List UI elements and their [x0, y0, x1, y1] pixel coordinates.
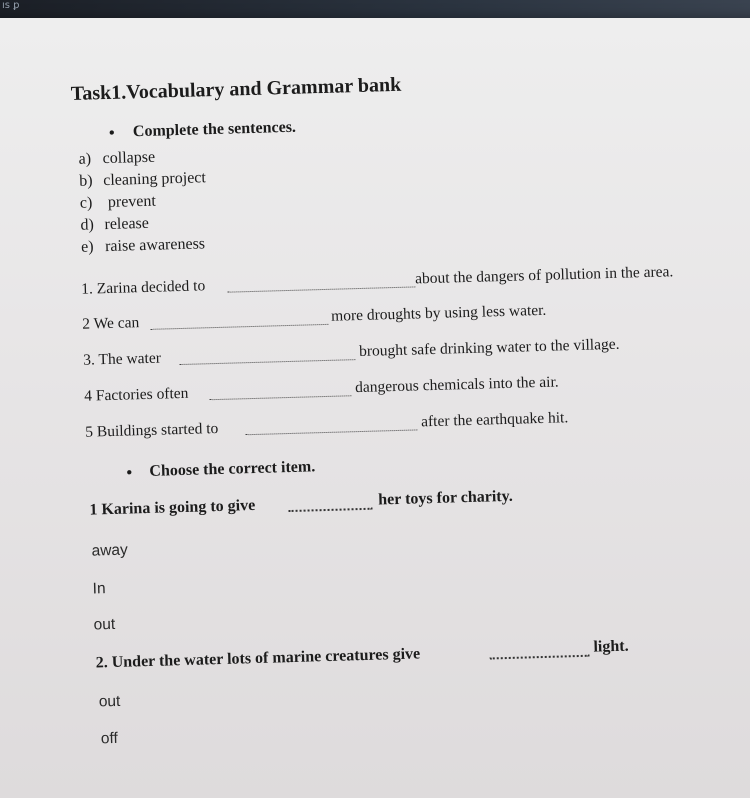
answer-blank[interactable]: [289, 508, 373, 512]
sentence-start: 2 We can: [82, 314, 140, 333]
sentence-start: 1. Zarina decided to: [81, 277, 206, 298]
question-end: her toys for charity.: [378, 487, 513, 509]
choice-option[interactable]: In: [92, 580, 106, 598]
question-start: 1 Karina is going to give: [89, 496, 256, 519]
option-text: prevent: [107, 192, 157, 211]
question-start: 2. Under the water lots of marine creatures give: [95, 645, 421, 672]
sentence-start: 4 Factories often: [84, 384, 189, 405]
option-letter: e): [80, 238, 94, 256]
sentence-end: dangerous chemicals into the air.: [354, 373, 559, 397]
choice-option[interactable]: off: [100, 729, 119, 748]
option-text: raise awareness: [104, 235, 206, 256]
choice-option[interactable]: out: [98, 692, 121, 711]
screen-edge-text: ıs ꝑ: [2, 0, 20, 11]
option-item: [79, 169, 206, 191]
answer-blank[interactable]: [490, 655, 590, 660]
option-text: release: [104, 214, 150, 234]
bullet-icon: •: [126, 464, 133, 482]
choice-option[interactable]: away: [91, 541, 129, 560]
option-text: cleaning project: [103, 169, 207, 190]
option-item: [78, 149, 155, 169]
option-item: [81, 235, 205, 256]
sentence-start: 3. The water: [83, 349, 162, 369]
sentence-end: brought safe drinking water to the village.: [358, 335, 620, 361]
sentence-end: more droughts by using less water.: [330, 301, 547, 325]
option-letter: c): [79, 194, 93, 212]
bullet-icon: •: [108, 124, 115, 142]
sentence-end: about the dangers of pollution in the area.: [414, 263, 674, 288]
sentence-start: 5 Buildings started to: [85, 419, 219, 441]
section2-instruction: Choose the correct item.: [149, 458, 316, 480]
option-item: [80, 193, 156, 213]
question-end: light.: [593, 637, 629, 656]
page-title: Task1.Vocabulary and Grammar bank: [70, 73, 402, 105]
answer-blank[interactable]: [179, 359, 355, 365]
option-item: [80, 215, 149, 235]
option-letter: d): [80, 216, 95, 234]
answer-blank[interactable]: [150, 324, 328, 330]
choice-option[interactable]: out: [93, 615, 116, 634]
section1-instruction: Complete the sentences.: [132, 118, 297, 141]
answer-blank[interactable]: [209, 395, 351, 400]
answer-blank[interactable]: [227, 286, 415, 292]
sentence-end: after the earthquake hit.: [420, 409, 569, 431]
option-letter: a): [78, 150, 92, 168]
option-letter: b): [79, 172, 93, 190]
answer-blank[interactable]: [245, 429, 417, 435]
option-text: collapse: [102, 148, 156, 168]
